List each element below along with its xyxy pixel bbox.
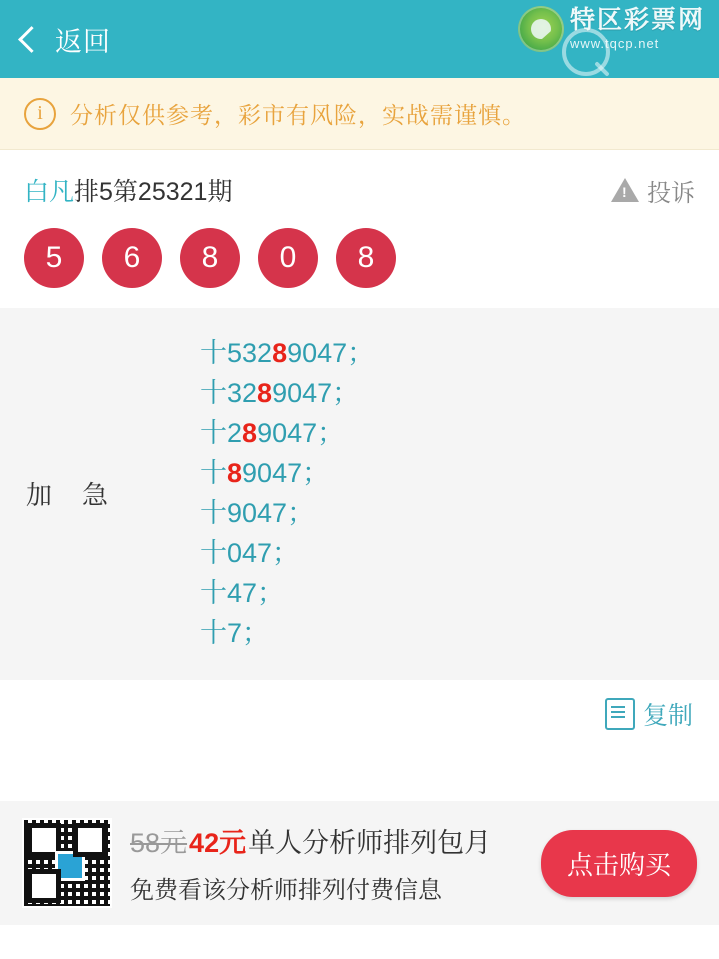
forecast-line-suffix: 9047；	[272, 377, 360, 408]
forecast-line-prefix: 十9047；	[200, 497, 315, 528]
promo-text	[130, 821, 523, 905]
author-nickname[interactable]: 白凡	[24, 178, 75, 206]
site-watermark-title: 特区彩票网	[569, 6, 705, 34]
forecast-line-suffix: 9047；	[287, 338, 375, 368]
draw-ball: 6	[102, 228, 162, 288]
forecast-line-suffix: 9047；	[257, 417, 345, 448]
forecast-line	[200, 414, 374, 454]
page-title	[24, 172, 232, 208]
disclaimer-banner	[0, 78, 719, 150]
promo-new-price: 42元	[189, 828, 247, 858]
forecast-line	[200, 454, 374, 494]
draw-ball: 8	[336, 228, 396, 288]
content-spacer	[0, 732, 719, 801]
qr-bottom-left-mark	[27, 869, 61, 903]
site-watermark	[518, 6, 705, 52]
complain-label: 投诉	[647, 179, 695, 207]
forecast-panel	[0, 308, 719, 680]
forecast-line-highlight: 8	[242, 417, 258, 448]
magnifier-icon	[562, 28, 610, 76]
disclaimer-text: 分析仅供参考，彩市有风险，实战需谨慎。	[70, 102, 526, 128]
promo-sub-label: 免费看该分析师排列付费信息	[130, 877, 442, 904]
info-icon: i	[24, 98, 56, 130]
bottom-strip	[0, 925, 719, 959]
forecast-line-highlight: 8	[257, 377, 273, 408]
copy-row	[0, 680, 719, 732]
issue-label: 排5第25321期	[74, 178, 233, 206]
forecast-line-prefix: 十2	[200, 417, 243, 448]
forecast-line-highlight: 8	[227, 457, 243, 488]
forecast-line-prefix: 十	[200, 457, 227, 488]
forecast-line	[200, 494, 374, 534]
chevron-left-icon	[18, 26, 45, 53]
promo-plan-label: 单人分析师排列包月	[248, 828, 492, 858]
promo-old-price: 58元	[130, 828, 188, 858]
forecast-line	[200, 334, 374, 374]
forecast-line	[200, 574, 374, 614]
forecast-line	[200, 534, 374, 574]
forecast-line-prefix: 十532	[200, 338, 273, 368]
promo-banner	[0, 801, 719, 925]
back-button[interactable]	[18, 20, 111, 59]
copy-icon[interactable]	[605, 698, 635, 730]
forecast-line	[200, 614, 374, 654]
forecast-line-prefix: 十47；	[200, 577, 285, 608]
site-logo-icon	[518, 6, 564, 52]
forecast-line-prefix: 十7；	[200, 617, 270, 648]
copy-button[interactable]: 复制	[642, 701, 693, 730]
forecast-lines	[200, 334, 374, 654]
forecast-line-prefix: 十047；	[200, 537, 300, 568]
draw-ball: 5	[24, 228, 84, 288]
forecast-line-suffix: 9047；	[242, 457, 330, 488]
draw-numbers	[0, 216, 719, 308]
qr-code-icon[interactable]	[22, 818, 112, 908]
app-header	[0, 0, 719, 78]
back-button-label: 返回	[55, 26, 111, 57]
post-title-row	[0, 150, 719, 216]
forecast-line-prefix: 十32	[200, 377, 258, 408]
site-watermark-url: www.tqcp.net	[569, 36, 660, 51]
forecast-line-highlight: 8	[272, 338, 288, 368]
draw-ball: 0	[258, 228, 318, 288]
warning-triangle-icon	[611, 178, 639, 202]
promo-price-row	[130, 821, 523, 860]
draw-ball: 8	[180, 228, 240, 288]
complain-button[interactable]	[611, 173, 695, 208]
forecast-line	[200, 374, 374, 414]
buy-button[interactable]: 点击购买	[541, 830, 697, 897]
panel-label: 加急	[26, 480, 139, 511]
